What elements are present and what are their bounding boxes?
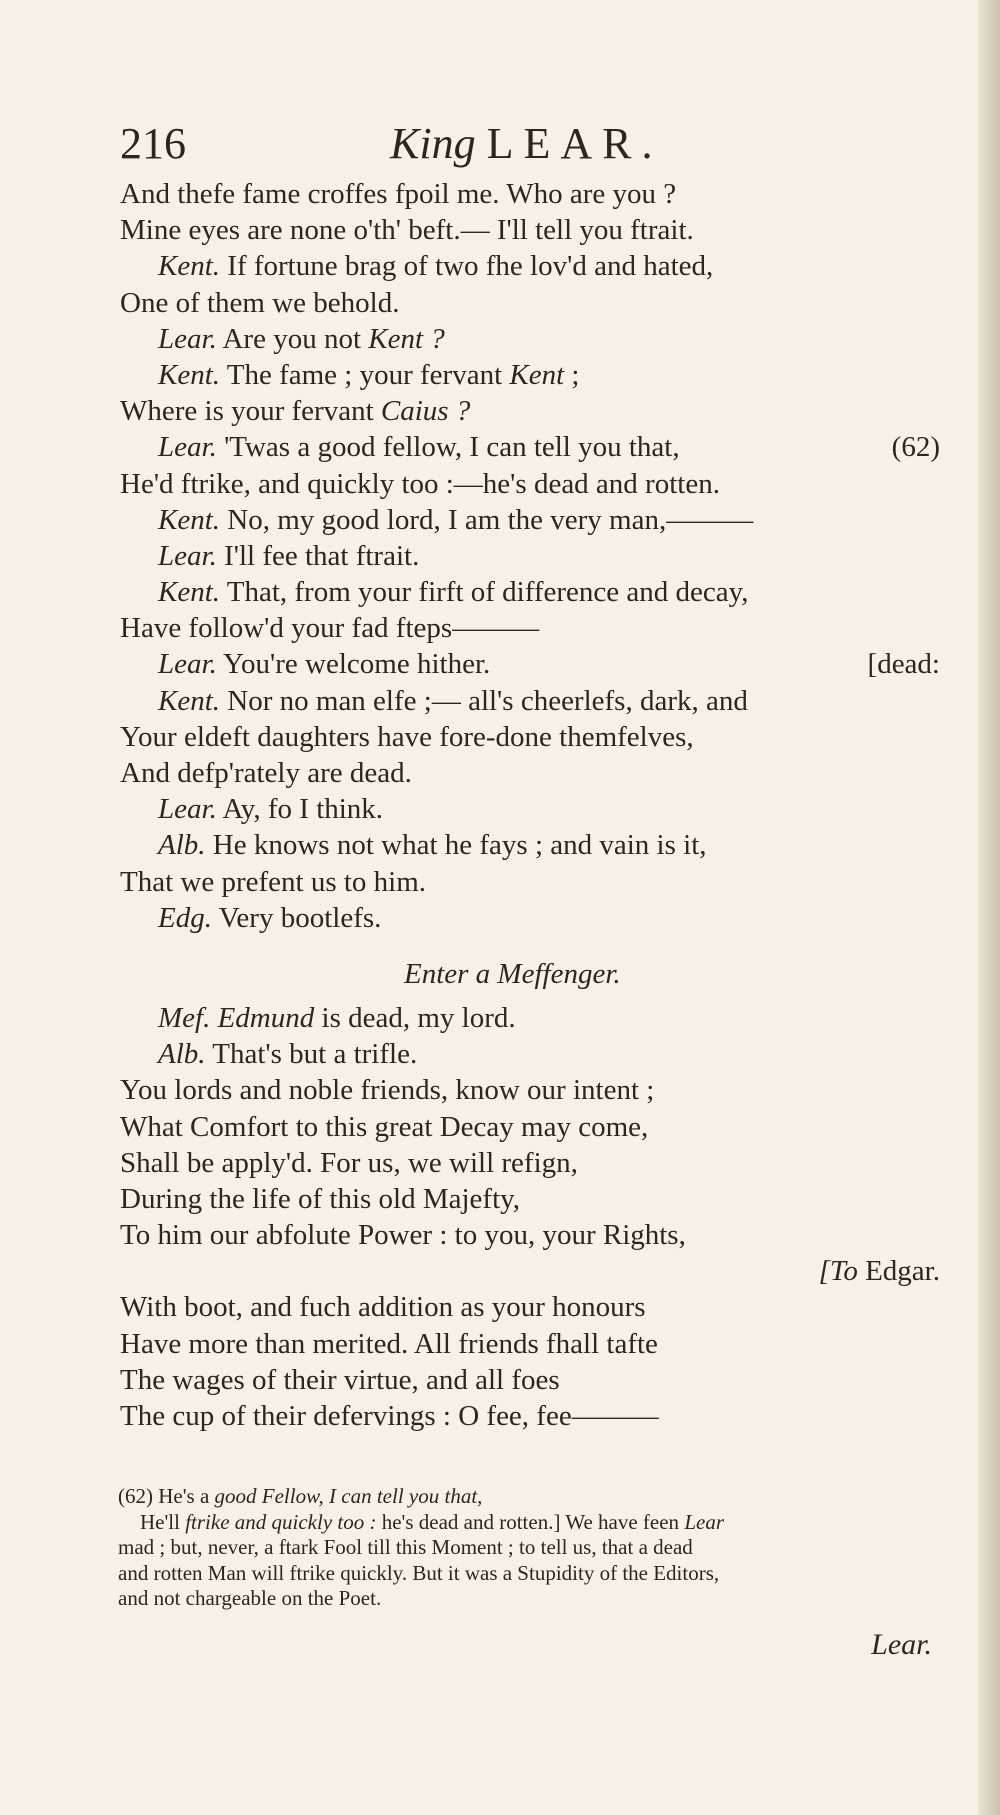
dialogue-block-1 — [120, 176, 940, 936]
speaker-name: Lear. — [158, 648, 217, 681]
line-text: You're welcome hither. — [216, 648, 491, 681]
verse-line — [120, 900, 940, 936]
footnote-line: and rotten Man will ftrike quickly. But it was a Stupidity of the Editors, — [118, 1560, 720, 1585]
speaker-name: Lear. — [158, 322, 217, 355]
verse-line — [120, 357, 940, 393]
footnote-number: (62) — [118, 1484, 153, 1508]
line-text: He'd ftrike, and quickly too :—he's dead and rotten. — [120, 467, 720, 500]
verse-line — [120, 321, 940, 357]
verse-line — [120, 646, 940, 682]
line-text: The wages of their virtue, and all foes — [120, 1363, 560, 1396]
line-text: Your eldeft daughters have fore-done themfelves, — [120, 720, 694, 753]
catchword: Lear. — [871, 1628, 932, 1661]
line-text: He knows not what he fays ; and vain is it, — [205, 829, 707, 862]
running-header — [120, 118, 840, 178]
speaker-name: Lear. — [158, 431, 217, 464]
speaker-name: Alb. — [158, 829, 206, 862]
title-italic: King — [390, 119, 476, 168]
line-text: That we prefent us to him. — [120, 865, 427, 898]
footnote-line: mad ; but, never, a ftark Fool till this Moment ; to tell us, that a dead — [118, 1535, 693, 1560]
verse-line — [120, 1253, 940, 1289]
line-text: And defp'rately are dead. — [120, 757, 412, 789]
line-text: Are you not — [216, 322, 369, 355]
line-text: The cup of their defervings : O fee, fee——— — [120, 1400, 659, 1432]
verse-line — [120, 1181, 940, 1217]
speaker-name: Kent. — [158, 684, 221, 717]
italic-name: Kent ? — [368, 322, 445, 355]
speaker-name: Alb. — [158, 1038, 206, 1071]
right-aligned-text — [892, 429, 940, 465]
line-text: No, my good lord, I am the very man,——— — [220, 503, 754, 536]
footnote-text: He's a — [158, 1484, 215, 1508]
line-text: Mine eyes are none o'th' beft.— I'll tell you ftrait. — [120, 214, 694, 247]
verse-line — [120, 176, 940, 212]
italic-name: Kent — [509, 358, 565, 391]
page-edge — [978, 0, 1000, 1815]
line-text: What Comfort to this great Decay may come, — [120, 1110, 649, 1143]
verse-line — [120, 1109, 940, 1145]
footnote-line: and not chargeable on the Poet. — [118, 1586, 382, 1611]
line-text: I'll fee that ftrait. — [216, 539, 420, 572]
italic-name: Edmund — [210, 1001, 315, 1034]
line-text: Very bootlefs. — [211, 901, 382, 934]
verse-line — [120, 393, 940, 429]
line-text: That's but a trifle. — [205, 1038, 418, 1071]
speaker-name: Kent. — [158, 503, 221, 536]
verse-line — [120, 864, 940, 900]
verse-line — [120, 791, 940, 827]
verse-line — [120, 1398, 940, 1434]
running-title — [390, 118, 662, 169]
verse-line — [120, 248, 940, 284]
verse-line — [120, 466, 940, 502]
line-text: The fame ; your fervant — [220, 358, 510, 391]
stage-direction: Enter a Meffenger. — [404, 957, 621, 990]
verse-line — [120, 538, 940, 574]
title-caps: LEAR. — [486, 119, 663, 168]
verse-line — [120, 1145, 940, 1181]
line-text: And thefe fame croffes fpoil me. Who are you ? — [120, 178, 677, 210]
verse-line — [120, 574, 940, 610]
footnote-quote: ftrike and quickly too : — [185, 1509, 377, 1534]
speaker-name: Lear. — [158, 539, 217, 572]
line-text: You lords and noble friends, know our intent ; — [120, 1074, 655, 1107]
line-text: Nor no man elfe ;— all's cheerlefs, dark, and — [220, 684, 748, 717]
line-text: That, from your firft of difference and decay, — [220, 576, 749, 609]
line-text: Shall be apply'd. For us, we will refign, — [120, 1146, 578, 1179]
verse-line — [120, 1326, 940, 1362]
page-number: 216 — [120, 119, 186, 168]
speaker-name: Kent. — [158, 576, 221, 609]
line-text: Ay, fo I think. — [216, 793, 384, 826]
play-text — [120, 176, 940, 1434]
right-text: Edgar. — [857, 1255, 940, 1288]
right-aligned-text — [868, 646, 940, 682]
verse-line — [120, 285, 940, 321]
verse-line — [120, 1000, 940, 1036]
dialogue-block-2 — [120, 1000, 940, 1434]
verse-line — [120, 1036, 940, 1072]
verse-line — [120, 1072, 940, 1108]
speaker-name: Lear. — [158, 793, 217, 826]
line-text: Have more than merited. All friends fhall tafte — [120, 1327, 658, 1360]
speaker-name: Kent. — [158, 250, 221, 283]
line-text: is dead, my lord. — [314, 1001, 516, 1034]
right-text: [dead: — [867, 648, 940, 681]
speaker-name: Mef. — [158, 1001, 211, 1034]
footnote-line — [118, 1510, 932, 1536]
footnote-quote: good Fellow, I can tell you that, — [214, 1484, 483, 1508]
line-text: To him our abfolute Power : to you, your Rights, — [120, 1219, 686, 1252]
italic-name: Caius ? — [380, 395, 471, 428]
footnote-name: Lear — [684, 1509, 724, 1534]
verse-line — [120, 1217, 940, 1253]
speaker-name: Kent. — [158, 358, 221, 391]
right-aligned-text — [819, 1253, 940, 1289]
right-text: (62) — [891, 431, 940, 464]
footnotes — [118, 1484, 932, 1612]
verse-line — [120, 610, 940, 646]
footnote-line — [118, 1484, 932, 1510]
line-text: 'Twas a good fellow, I can tell you that, — [216, 431, 680, 464]
verse-line — [120, 719, 940, 755]
line-text: One of them we behold. — [120, 286, 400, 319]
verse-line — [120, 683, 940, 719]
line-text: Where is your fervant — [120, 395, 381, 428]
line-text: ; — [564, 358, 580, 391]
verse-line — [120, 429, 940, 465]
line-text: With boot, and fuch addition as your honours — [120, 1291, 646, 1324]
verse-line — [120, 212, 940, 248]
line-text: During the life of this old Majefty, — [120, 1182, 521, 1215]
verse-line — [120, 1362, 940, 1398]
line-text: Have follow'd your fad fteps——— — [120, 612, 540, 645]
verse-line — [120, 1289, 940, 1325]
line-text: If fortune brag of two fhe lov'd and hated, — [220, 250, 714, 283]
verse-line — [120, 755, 940, 791]
stage-direction-italic: [To — [818, 1255, 858, 1288]
speaker-name: Edg. — [158, 901, 212, 934]
verse-line — [120, 502, 940, 538]
footnote-text: He'll — [140, 1509, 186, 1534]
footnote-text: he's dead and rotten.] We have feen — [376, 1509, 685, 1534]
verse-line — [120, 827, 940, 863]
